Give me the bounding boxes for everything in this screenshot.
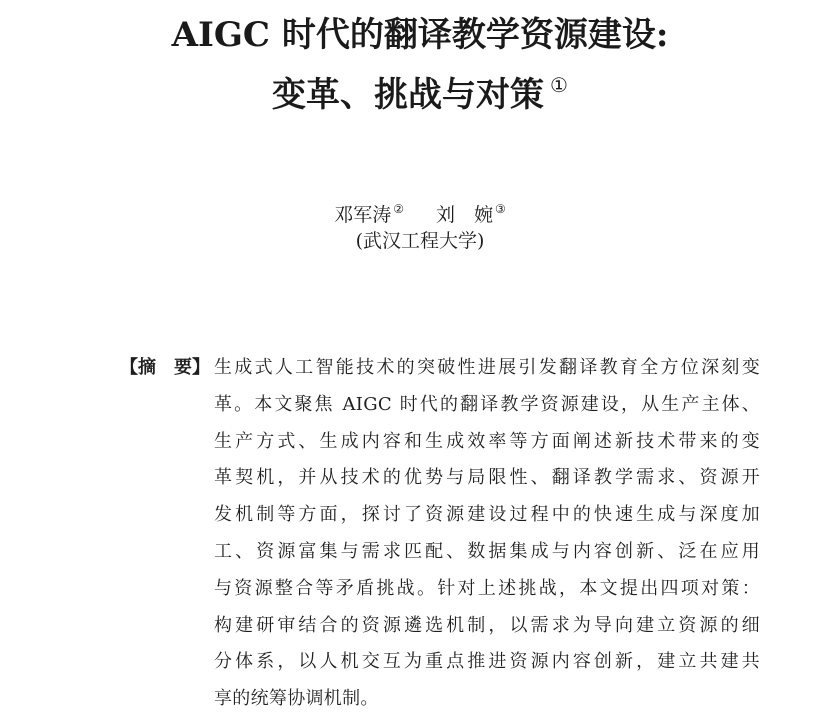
abstract-label: 【摘 要】 — [120, 357, 210, 378]
abstract-line: 工、资源富集与需求匹配、数据集成与内容创新、泛在应用 — [214, 540, 760, 562]
author-list — [0, 194, 840, 230]
author-name: 邓军涛 — [334, 204, 392, 226]
abstract-line: 革契机，并从技术的优势与局限性、翻译教学需求、资源开 — [214, 467, 760, 489]
abstract-line: 构建研审结合的资源遴选机制，以需求为导向建立资源的细 — [214, 614, 760, 636]
abstract-line: 生成式人工智能技术的突破性进展引发翻译教育全方位深刻变 — [214, 357, 760, 378]
author-2 — [436, 204, 506, 226]
abstract-body — [214, 350, 760, 718]
title-line-2-text: 变革、挑战与对策 — [272, 75, 545, 115]
author-1 — [334, 204, 404, 226]
title-line-2 — [0, 60, 840, 120]
abstract-line: 发机制等方面，探讨了资源建设过程中的快速生成与深度加 — [214, 504, 760, 526]
paper-title — [0, 10, 840, 120]
title-line-1: AIGC 时代的翻译教学资源建设: — [171, 15, 669, 55]
abstract-line: 革。本文聚焦 AIGC 时代的翻译教学资源建设，从生产主体、 — [214, 393, 760, 415]
abstract-line: 与资源整合等矛盾挑战。针对上述挑战，本文提出四项对策： — [214, 577, 760, 599]
author-footnote-marker: ② — [393, 202, 404, 216]
abstract-line: 分体系，以人机交互为重点推进资源内容创新，建立共建共 — [214, 651, 760, 673]
abstract-line: 生产方式、生成内容和生成效率等方面阐述新技术带来的变 — [214, 430, 760, 452]
author-footnote-marker: ③ — [495, 202, 506, 216]
author-name: 刘 婉 — [436, 204, 494, 226]
affiliation: (武汉工程大学) — [355, 230, 485, 252]
title-footnote-marker: ① — [550, 73, 568, 97]
abstract-line: 享的统筹协调机制。 — [214, 688, 379, 710]
